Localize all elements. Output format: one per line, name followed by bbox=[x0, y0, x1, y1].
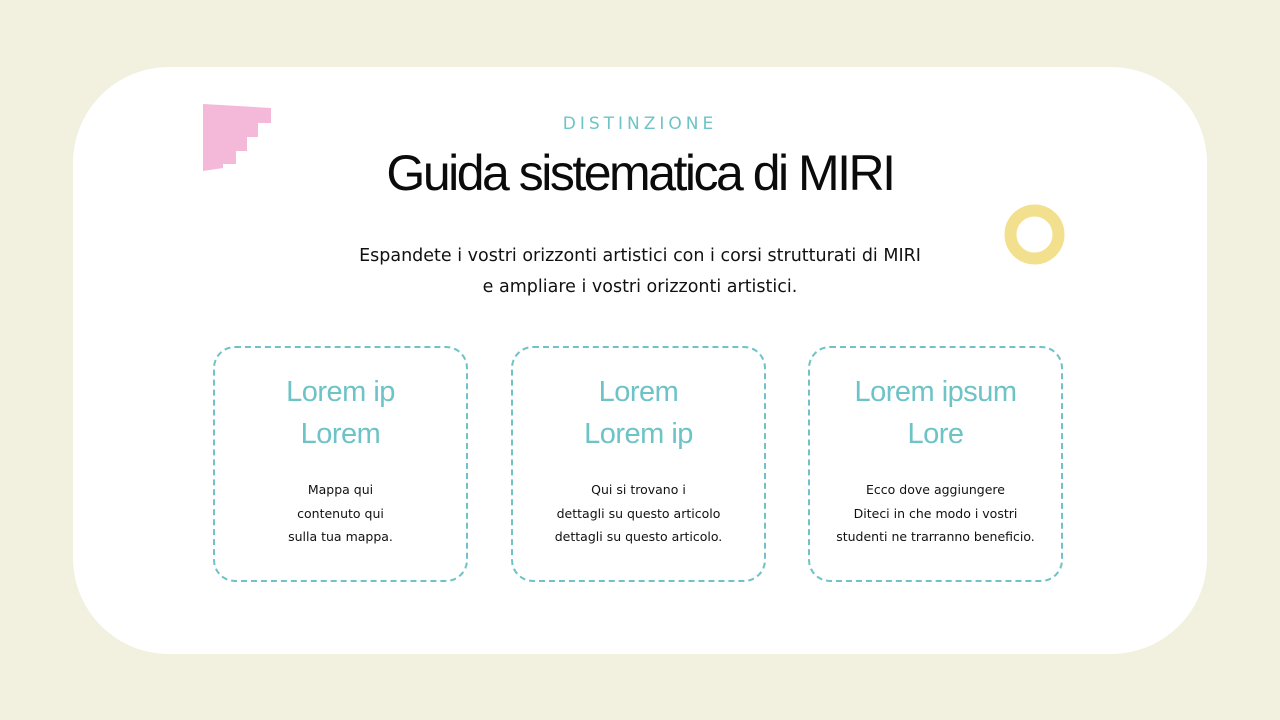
section-eyebrow: DISTINZIONE bbox=[562, 114, 718, 134]
card-title-line: Lorem ip bbox=[584, 418, 693, 450]
card-body bbox=[215, 478, 466, 549]
card-body-line: Ecco dove aggiungere bbox=[866, 482, 1005, 497]
subtitle-line: Espandete i vostri orizzonti artistici con i corsi strutturati di MIRI bbox=[359, 246, 921, 266]
card-body-line: Mappa qui bbox=[307, 482, 374, 497]
card-body-line: dettagli su questo articolo bbox=[556, 505, 721, 521]
card-body bbox=[810, 478, 1061, 549]
card-title-line: Lorem ip bbox=[286, 376, 395, 408]
subtitle-line: e ampliare i vostri orizzonti artistici. bbox=[482, 277, 798, 297]
card-title-line: Lorem bbox=[598, 376, 679, 408]
card-body-line: dettagli su questo articolo. bbox=[554, 529, 723, 544]
info-card-3 bbox=[808, 346, 1063, 582]
info-card-1 bbox=[213, 346, 468, 582]
card-title-line: Lore bbox=[907, 418, 964, 450]
slide-subtitle bbox=[240, 241, 1040, 303]
card-body bbox=[513, 478, 764, 549]
card-title bbox=[215, 371, 466, 455]
slide-title: Guida sistematica di MIRI bbox=[386, 145, 894, 201]
card-title-line: Lorem bbox=[300, 418, 381, 450]
info-card-2 bbox=[511, 346, 766, 582]
card-body-line: Diteci in che modo i vostri bbox=[853, 505, 1018, 521]
card-body-line: contenuto qui bbox=[297, 505, 384, 521]
card-title-line: Lorem ipsum bbox=[854, 376, 1017, 408]
card-title bbox=[513, 371, 764, 455]
card-body-line: Qui si trovano i bbox=[591, 482, 686, 497]
card-body-line: studenti ne trarranno beneficio. bbox=[836, 529, 1035, 544]
card-body-line: sulla tua mappa. bbox=[288, 529, 393, 544]
card-title bbox=[810, 371, 1061, 455]
